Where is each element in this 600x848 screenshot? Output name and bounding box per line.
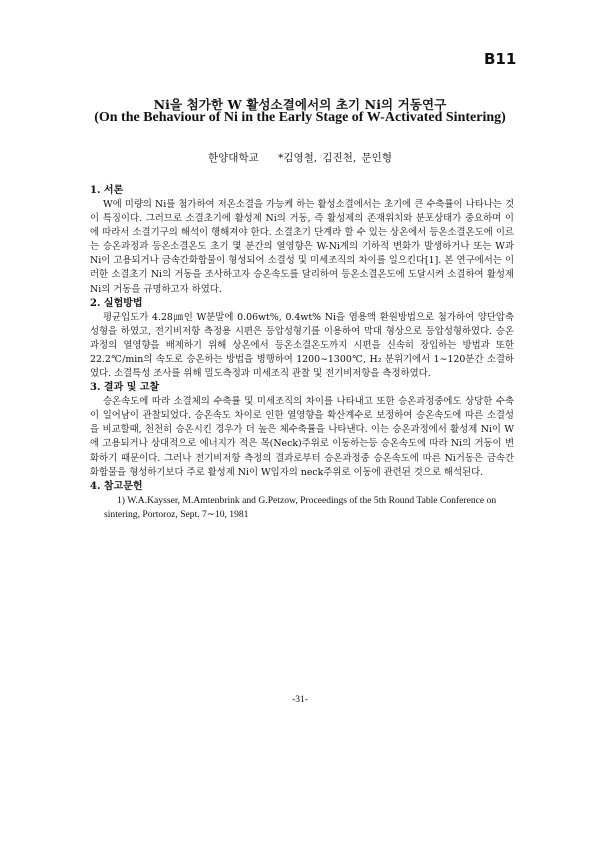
- section-text-intro: W에 미량의 Ni를 첨가하여 저온소결을 가능케 하는 활성소결에서는 초기에 큰 수축률이 나타나는 것이 특징이다. 그러므로 소결초기에 활성제 Ni의 거동, 즉 활성제의 존재위치와 분포상태가 중요하며 이에 따라서 소결기구의 해석이 행해져야 한다. 소결초기 단계라 할 수 있는 상온에서 등온소결온도에 이르는 승온과정과 등온소결온도 초기 몇 분간의 열영향은 W-Ni계의 기하적 변화가 발생하거나 또는 W과 Ni이 고용되거나 금속간화합물이 형성되어 소결성 및 미세조직의 차이를 일으킨다[1]. 본 연구에서는 이러한 소결초기 Ni의 거동을 조사하고자 승온속도를 달리하여 등온소결온도에 도달시켜 소결하여 활성제 Ni의 거동을 규명하고자 하였다.: [90, 199, 514, 295]
- page-number: -31-: [292, 695, 308, 705]
- section-text-method: 평균입도가 4.28㎛인 W분말에 0.06wt%, 0.4wt% Ni을 염용액 환원방법으로 첨가하여 양단압축성형을 하였고, 전기비저항 측정용 시편은 등압성형기를 이용하여 막대 형상으로 등압성형하였다. 승온과정의 열영향을 배제하기 위해 상온에서 등온소결온도까지 시편을 신속히 장입하는 방법과 또한 22.2℃/min의 속도로 승온하는 방법을 병행하여 1200∼1300℃, H₂ 분위기에서 1∼120분간 소결하였다. 소결특성 조사를 위해 밀도측정과 미세조직 관찰 및 전기비저항을 측정하였다.: [90, 311, 514, 380]
- section-heading-references: 4. 참고문헌: [90, 480, 143, 492]
- affiliation: 한양대학교: [208, 152, 259, 164]
- paper-title-korean: Ni을 첨가한 W 활성소결에서의 초기 Ni의 거동연구: [153, 97, 447, 112]
- paper-body: [90, 184, 514, 522]
- page-code: B11: [484, 50, 517, 68]
- paper-title-english: (On the Behaviour of Ni in the Early Stage of W-Activated Sintering): [94, 110, 506, 125]
- author-names: *김영철, 김진천, 문인형: [278, 152, 392, 164]
- section-heading-method: 2. 실험방법: [90, 297, 143, 309]
- author-line: [0, 150, 600, 165]
- reference-item: 1) W.A.Kaysser, M.Amtenbrink and G.Petzow, Proceedings of the 5th Round Table Conference on sintering, Portoroz, Sept. 7∼10, 1981: [104, 494, 497, 520]
- section-heading-results: 3. 결과 및 고찰: [90, 382, 160, 394]
- section-heading-intro: 1. 서론: [90, 185, 124, 196]
- section-text-results: 승온속도에 따라 소결체의 수축률 및 미세조직의 차이를 나타내고 또한 승온과정중에도 상당한 수축이 일어남이 관찰되었다. 승온속도 차이로 인한 열영향을 확산계수로 보정하여 승온속도에 따른 소결성을 비교할때, 천천히 승온시킨 경우가 더 높은 체수축률을 나타낸다. 이는 승온과정에서 활성제 Ni이 W에 고용되거나 상대적으로 에너지가 적은 목(Neck)주위로 이동하는등 승온속도에 따라 Ni의 거동이 변화하기 때문이다. 그러나 전기비저항 측정의 결과로부터 승온과정중 승온속도에 따른 Ni거동은 금속간화합물을 형성하기보다 주로 활성제 Ni이 W입자의 neck주위로 이동에 관련된 것으로 해석된다.: [90, 396, 514, 478]
